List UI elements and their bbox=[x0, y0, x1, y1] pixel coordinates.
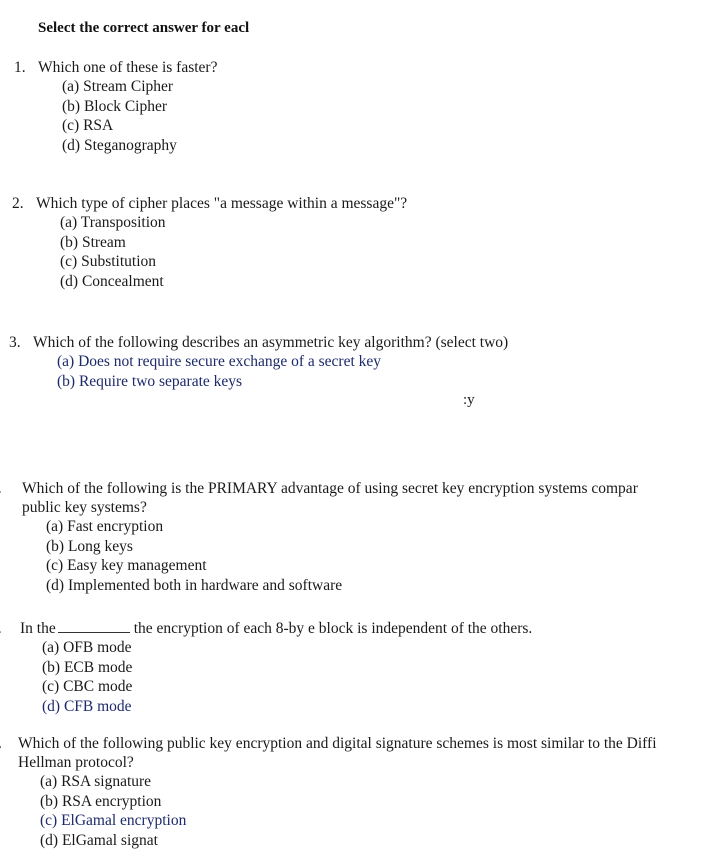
option-list bbox=[42, 638, 532, 716]
option-d[interactable]: (d) Steganography bbox=[62, 136, 177, 154]
question-4 bbox=[0, 479, 638, 595]
option-d[interactable]: (d) Concealment bbox=[60, 272, 164, 290]
question-text: Which of the following public key encryption and digital signature schemes is most similar to the Diffi bbox=[18, 735, 657, 752]
question-2 bbox=[12, 194, 407, 291]
question-stem bbox=[0, 734, 657, 753]
stray-text: :y bbox=[463, 392, 475, 408]
question-stem bbox=[14, 58, 217, 77]
option-d[interactable]: (d) CFB mode bbox=[42, 697, 132, 715]
instructions-heading: Select the correct answer for eacl bbox=[38, 20, 250, 36]
option-b[interactable]: (b) Require two separate keys bbox=[57, 372, 243, 390]
option-list bbox=[57, 352, 508, 388]
option-b[interactable]: (b) Long keys bbox=[46, 537, 133, 555]
option-a[interactable]: (a) RSA signature bbox=[40, 773, 152, 790]
option-c[interactable]: (c) ElGamal encryption bbox=[40, 812, 187, 829]
option-a[interactable]: (a) Transposition bbox=[60, 214, 166, 231]
question-number: 2. bbox=[12, 195, 24, 212]
question-1 bbox=[14, 58, 217, 155]
fill-in-blank bbox=[58, 618, 130, 633]
option-a[interactable]: (a) Stream Cipher bbox=[62, 78, 174, 95]
question-number: 1. bbox=[14, 59, 26, 76]
option-c[interactable]: (c) Easy key management bbox=[46, 557, 207, 574]
question-stem bbox=[0, 618, 532, 638]
question-number bbox=[0, 479, 22, 498]
question-6 bbox=[0, 734, 657, 850]
option-d[interactable]: (d) ElGamal signat bbox=[40, 831, 158, 849]
question-stem-line2: Hellman protocol? bbox=[18, 754, 134, 771]
option-list bbox=[46, 517, 638, 595]
question-number bbox=[0, 734, 18, 753]
option-b[interactable]: (b) Stream bbox=[60, 233, 126, 251]
option-c[interactable]: (c) Substitution bbox=[60, 253, 157, 270]
option-c[interactable]: (c) CBC mode bbox=[42, 678, 133, 695]
question-number bbox=[0, 619, 20, 638]
option-a[interactable]: (a) Fast encryption bbox=[46, 518, 164, 535]
option-b[interactable]: (b) Block Cipher bbox=[62, 97, 168, 115]
question-text: Which type of cipher places "a message within a message"? bbox=[36, 195, 408, 212]
option-list bbox=[40, 772, 657, 850]
question-text-after: the encryption of each 8-by e block is independent of the others. bbox=[133, 620, 533, 637]
question-stem bbox=[12, 194, 407, 213]
option-list bbox=[60, 213, 407, 291]
question-text: Which of the following is the PRIMARY advantage of using secret key encryption systems compar bbox=[22, 480, 638, 497]
question-text: Which one of these is faster? bbox=[38, 59, 218, 76]
question-3 bbox=[9, 333, 508, 388]
question-text-before: In the bbox=[20, 620, 56, 637]
option-a[interactable]: (a) OFB mode bbox=[42, 639, 132, 656]
question-stem bbox=[0, 479, 638, 498]
option-list bbox=[62, 77, 217, 155]
question-5 bbox=[0, 618, 532, 716]
option-d[interactable]: (d) Implemented both in hardware and software bbox=[46, 576, 343, 594]
question-text: Which of the following describes an asymmetric key algorithm? (select two) bbox=[33, 334, 509, 351]
option-c[interactable]: (c) RSA bbox=[62, 117, 114, 134]
question-stem bbox=[9, 333, 508, 352]
option-a[interactable]: (a) Does not require secure exchange of a secret key bbox=[57, 353, 382, 370]
option-b[interactable]: (b) RSA encryption bbox=[40, 792, 162, 810]
option-b[interactable]: (b) ECB mode bbox=[42, 658, 133, 676]
question-number: 3. bbox=[9, 334, 21, 351]
question-stem-line2: public key systems? bbox=[22, 499, 147, 516]
